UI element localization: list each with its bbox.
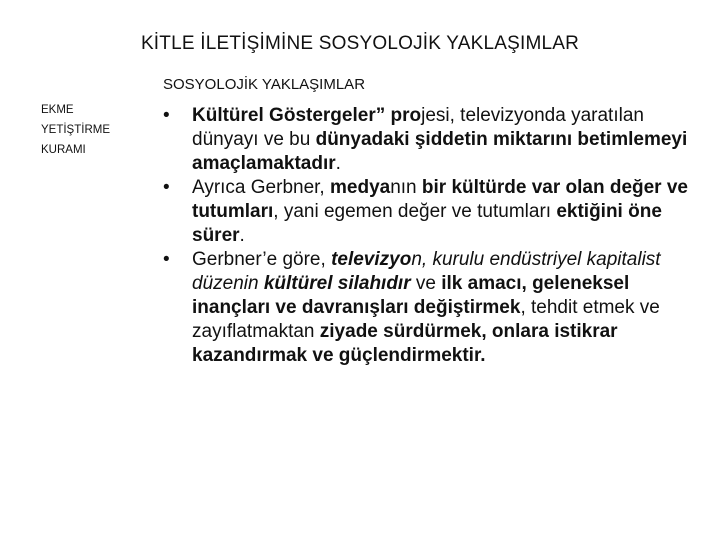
bullet-icon: • [163, 249, 170, 270]
bullet-text-segment: nın [390, 177, 422, 198]
bullet-text-segment: dünyayı ve bu [192, 129, 316, 150]
bullet-text-segment: ziyade sürdürmek, onlara istikrar kazandırmak ve güçlendirmektir. [192, 321, 618, 366]
bullet-list [156, 104, 706, 368]
bullet-text-segment: jesi, televizyonda yaratılan [421, 105, 644, 126]
bullet-text-segment: kültürel silahıdır [263, 273, 411, 294]
bullet-text-segment: ektiğini öne sürer [192, 201, 662, 246]
bullet-text-segment: , yani egemen değer ve tutumları [273, 201, 557, 222]
bullet-text-segment: Kültürel Göstergeler” pro [192, 105, 422, 126]
bullet-item [156, 176, 706, 248]
bullet-text-segment: n, [411, 249, 433, 270]
side-label-line: EKME [41, 104, 74, 116]
bullet-text-segment: ve [410, 273, 442, 294]
bullet-text-segment: . [239, 225, 245, 246]
bullet-text-segment: , tehdit etmek ve zayıflatmaktan [192, 297, 660, 342]
bullet-icon: • [163, 177, 170, 198]
bullet-text-segment: bir kültürde var olan değer ve tutumları [192, 177, 688, 222]
section-subheading: SOSYOLOJİK YAKLAŞIMLAR [163, 76, 366, 93]
bullet-text-segment: dünyadaki şiddetin miktarını betimlemeyi amaçlamaktadır [192, 129, 688, 174]
bullet-text-segment: ilk amacı, geleneksel inançları ve davranışları değiştirmek [192, 273, 630, 318]
bullet-text-segment: televizyo [331, 249, 412, 270]
bullet-item [156, 104, 706, 176]
bullet-text-segment: medya [330, 177, 391, 198]
bullet-text-segment: kurulu endüstriyel kapitalist düzenin [192, 249, 661, 294]
bullet-icon: • [163, 105, 170, 126]
bullet-text-segment: Gerbner’e göre, [192, 249, 332, 270]
bullet-text-segment: Ayrıca Gerbner, [192, 177, 330, 198]
side-label [41, 100, 110, 160]
bullet-text-segment: . [335, 153, 341, 174]
side-label-line: KURAMI [41, 144, 86, 156]
page-title: KİTLE İLETİŞİMİNE SOSYOLOJİK YAKLAŞIMLAR [140, 33, 580, 54]
side-label-line: YETİŞTİRME [41, 124, 111, 136]
bullet-item [156, 248, 706, 368]
